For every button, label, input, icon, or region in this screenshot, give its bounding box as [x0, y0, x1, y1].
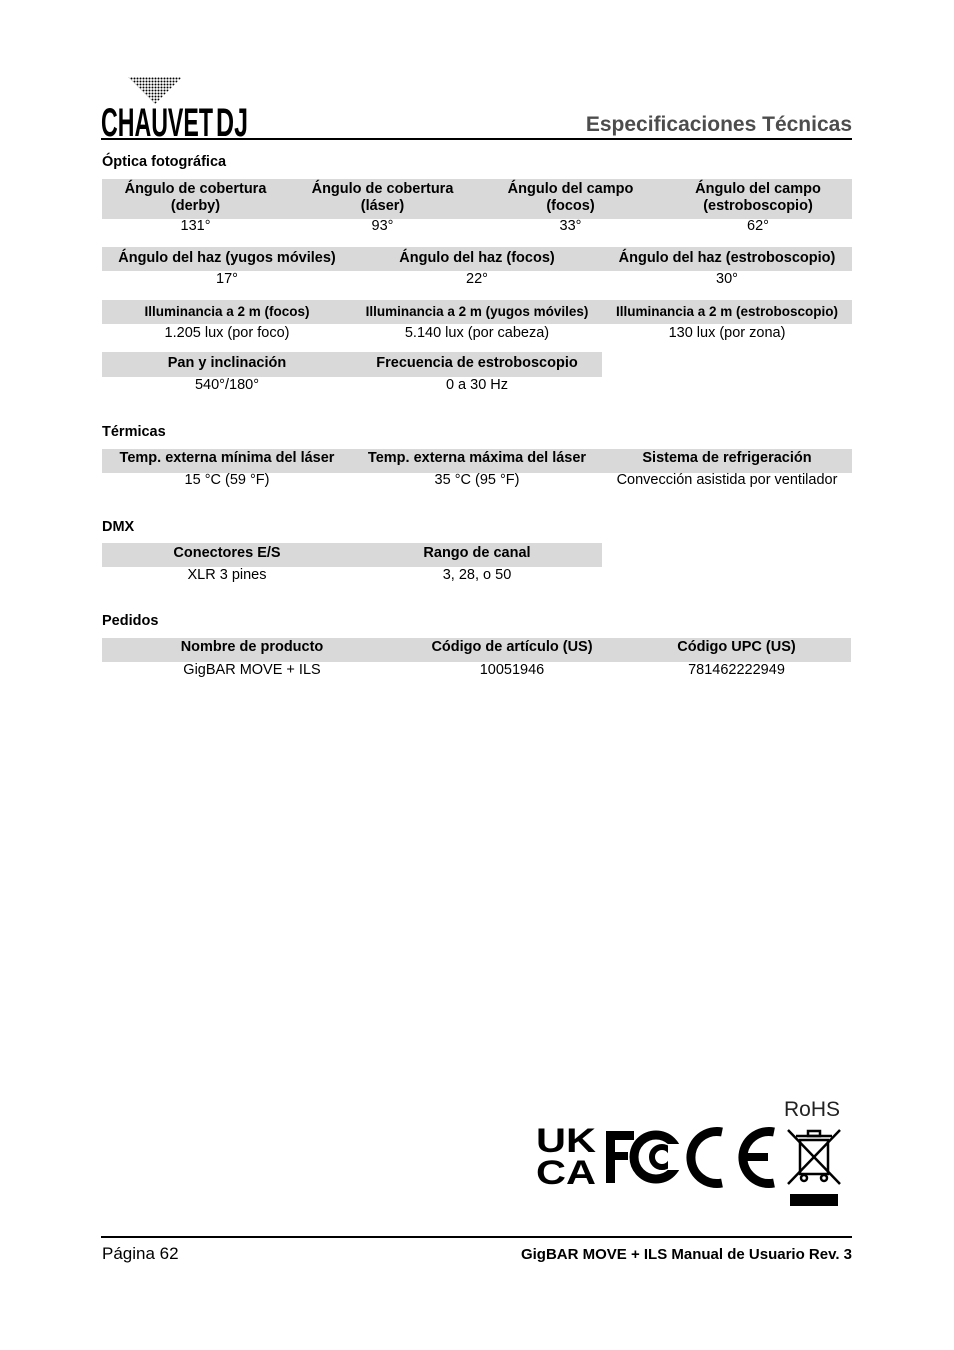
page-title: Especificaciones Técnicas	[585, 113, 852, 136]
value-cell: 1.205 lux (por foco)	[164, 325, 290, 341]
header-cell: Pan y inclinación	[167, 355, 287, 371]
header-divider	[101, 138, 852, 140]
value-cell: 62°	[747, 218, 769, 234]
svg-text:CA: CA	[536, 1154, 596, 1192]
header-cell: Ángulo del haz (focos)	[399, 250, 555, 266]
header-cell: Illuminancia a 2 m (estroboscopio)	[615, 304, 839, 319]
header-cell: Código UPC (US)	[677, 639, 796, 655]
header-cell: Ángulo del haz (yugos móviles)	[118, 250, 336, 266]
value-cell: 30°	[716, 271, 738, 287]
header-cell: Sistema de refrigeración	[642, 450, 812, 466]
weee-bin-icon	[788, 1130, 840, 1184]
weee-bar	[790, 1194, 838, 1206]
value-cell: 131°	[180, 218, 211, 234]
value-cell: 0 a 30 Hz	[445, 377, 509, 393]
chauvet-dj-logo	[100, 74, 250, 138]
header-cell: Ángulo de cobertura (láser)	[311, 181, 454, 214]
section-title-optica: Óptica fotográfica	[102, 154, 227, 170]
page-number: Página 62	[102, 1244, 179, 1263]
section-title-termicas: Térmicas	[102, 424, 166, 440]
value-cell: 781462222949	[688, 662, 785, 678]
value-cell: XLR 3 pines	[187, 567, 267, 583]
fcc-mark-icon	[606, 1131, 684, 1183]
svg-text:DJ: DJ	[216, 101, 248, 138]
value-cell: 540°/180°	[194, 377, 259, 393]
header-cell: Código de artículo (US)	[431, 639, 593, 655]
value-cell: 130 lux (por zona)	[668, 325, 786, 341]
value-cell: 5.140 lux (por cabeza)	[404, 325, 550, 341]
value-cell: 35 °C (95 °F)	[434, 472, 520, 488]
value-cell: 93°	[371, 218, 394, 234]
header-cell: Temp. externa máxima del láser	[367, 450, 587, 466]
header-cell: Ángulo del campo (focos)	[507, 181, 634, 214]
header-cell: Ángulo de cobertura (derby)	[124, 181, 267, 214]
footer-divider	[101, 1236, 852, 1238]
value-cell: GigBAR MOVE + ILS	[183, 662, 321, 678]
document-title: GigBAR MOVE + ILS Manual de Usuario Rev. 3	[520, 1246, 852, 1263]
value-cell: 33°	[559, 218, 582, 234]
header-cell: Nombre de producto	[180, 639, 324, 655]
header-cell: Illuminancia a 2 m (yugos móviles)	[365, 304, 589, 319]
value-cell: 17°	[216, 271, 238, 287]
header-cell: Temp. externa mínima del láser	[119, 450, 335, 466]
value-cell: 15 °C (59 °F)	[184, 472, 270, 488]
header-cell: Frecuencia de estroboscopio	[376, 355, 578, 371]
rohs-label: RoHS	[784, 1098, 841, 1121]
section-title-pedidos: Pedidos	[102, 613, 159, 629]
header-cell: Ángulo del haz (estroboscopio)	[618, 250, 836, 266]
section-title-dmx: DMX	[102, 519, 135, 535]
header-cell: Rango de canal	[423, 545, 531, 561]
svg-text:CHAUVET: CHAUVET	[101, 101, 213, 138]
value-cell: 22°	[466, 271, 488, 287]
svg-text:UK: UK	[536, 1122, 597, 1160]
ukca-mark-icon	[536, 1122, 597, 1192]
header-cell: Ángulo del campo (estroboscopio)	[695, 181, 821, 214]
value-cell: 3, 28, o 50	[442, 567, 512, 583]
value-cell: 10051946	[479, 662, 545, 678]
certification-logos	[534, 1094, 850, 1210]
header-cell: Conectores E/S	[173, 545, 281, 561]
value-cell: Convección asistida por ventilador	[616, 472, 838, 488]
ce-mark-icon	[691, 1132, 774, 1184]
header-cell: Illuminancia a 2 m (focos)	[144, 304, 310, 319]
